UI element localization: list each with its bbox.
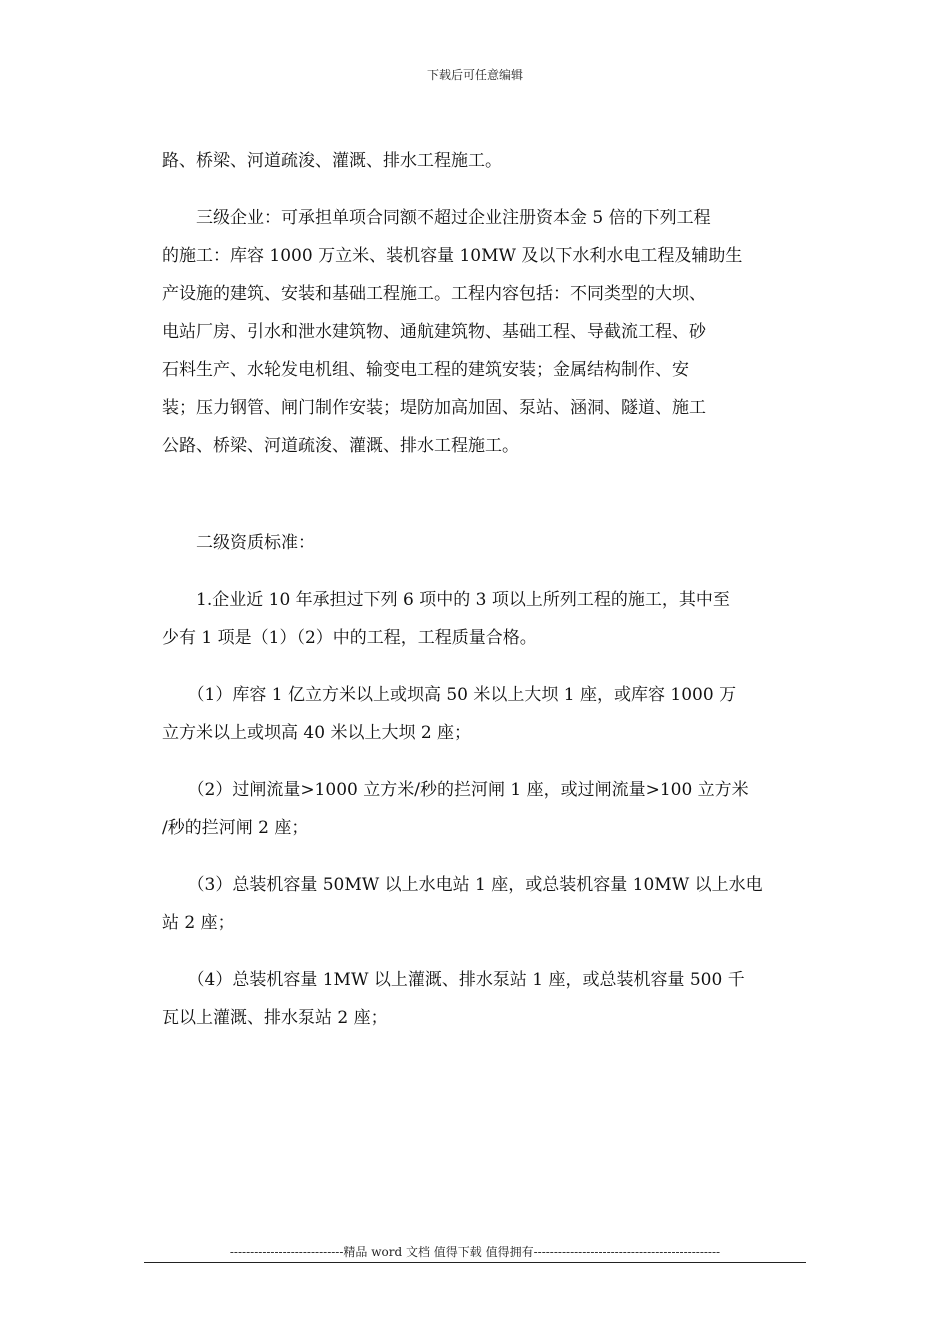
text-line: 瓦以上灌溉、排水泵站 2 座； [162,1008,388,1028]
paragraph-continuation [162,142,792,180]
text-line: 立方米以上或坝高 40 米以上大坝 2 座； [162,723,472,743]
paragraph-subitem-4 [162,961,792,1037]
paragraph-subitem-3 [162,866,792,942]
page-footer-text: ----------------------------精品 word 文档 值得下载 值得拥有---------------------------------------------- [229,1245,721,1259]
paragraph-subitem-2 [162,771,792,847]
text-line: 路、桥梁、河道疏浚、灌溉、排水工程施工。 [162,151,502,171]
text-line: /秒的拦河闸 2 座； [162,818,309,838]
blank-gap [162,484,792,524]
document-body [162,142,792,1056]
paragraph-grade-three [162,199,792,465]
text-line: 的施工：库容 1000 万立米、装机容量 10MW 及以下水利水电工程及辅助生 [162,246,743,266]
text-line: （3）总装机容量 50MW 以上水电站 1 座，或总装机容量 10MW 以上水电 [162,875,763,895]
text-line: 电站厂房、引水和泄水建筑物、通航建筑物、基础工程、导截流工程、砂 [162,322,706,342]
paragraph-subitem-1 [162,676,792,752]
section-heading-grade-two [162,524,792,562]
text-line: 1.企业近 10 年承担过下列 6 项中的 3 项以上所列工程的施工，其中至 [162,590,730,610]
text-line: （1）库容 1 亿立方米以上或坝高 50 米以上大坝 1 座，或库容 1000 万 [162,685,737,705]
text-line: 石料生产、水轮发电机组、输变电工程的建筑安装；金属结构制作、安 [162,360,689,380]
text-line: （4）总装机容量 1MW 以上灌溉、排水泵站 1 座，或总装机容量 500 千 [162,970,745,990]
text-line: （2）过闸流量>1000 立方米/秒的拦河闸 1 座，或过闸流量>100 立方米 [162,780,749,800]
text-line: 产设施的建筑、安装和基础工程施工。工程内容包括：不同类型的大坝、 [162,284,706,304]
footer-divider [144,1262,806,1263]
text-line: 少有 1 项是（1）（2）中的工程，工程质量合格。 [162,628,537,648]
text-line: 站 2 座； [162,913,235,933]
paragraph-item-1 [162,581,792,657]
page-header-note: 下载后可任意编辑 [426,68,523,82]
text-line: 装；压力钢管、闸门制作安装；堤防加高加固、泵站、涵洞、隧道、施工 [162,398,706,418]
text-line: 公路、桥梁、河道疏浚、灌溉、排水工程施工。 [162,436,519,456]
text-line: 三级企业：可承担单项合同额不超过企业注册资本金 5 倍的下列工程 [162,208,711,228]
text-line: 二级资质标准： [162,533,315,553]
